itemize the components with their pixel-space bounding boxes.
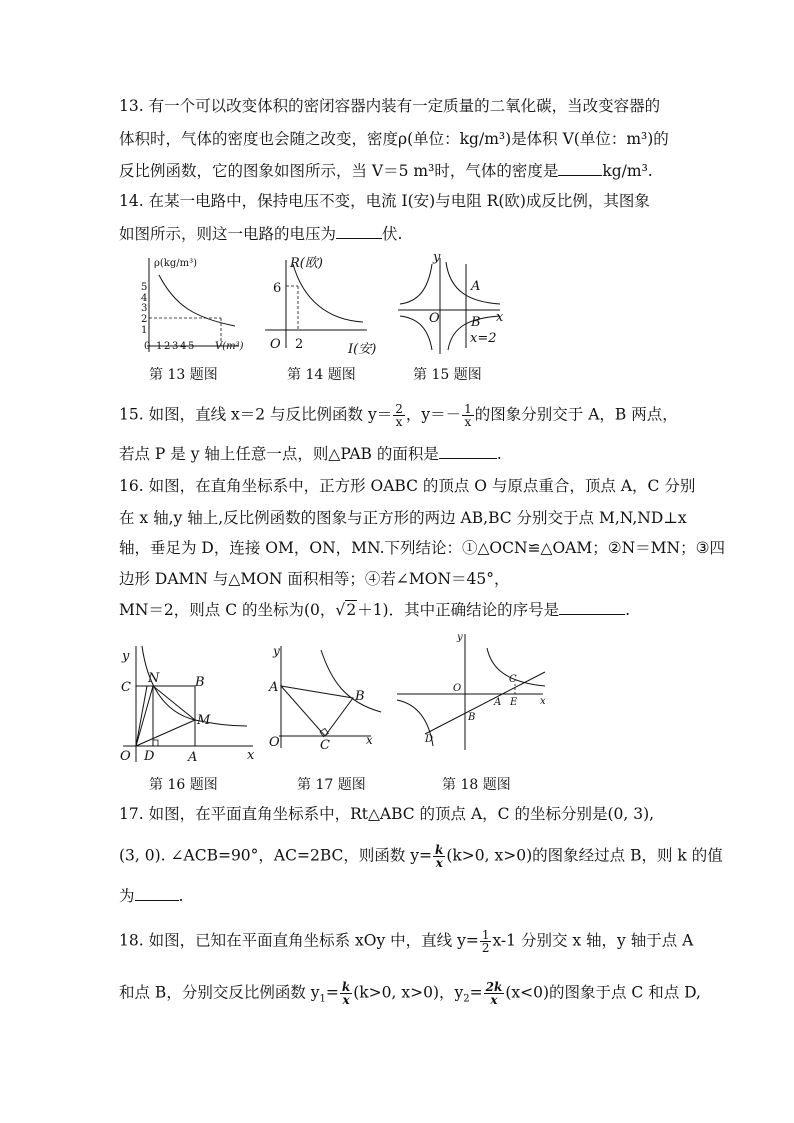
fig15-line-label: x=2 <box>470 331 497 346</box>
fig16-point-m: M <box>197 713 211 728</box>
fig15-point-b: B <box>471 315 481 330</box>
q15-answer-blank <box>439 444 497 459</box>
figure-17-caption: 第 17 题图 <box>297 777 366 793</box>
figure-15 <box>396 250 508 354</box>
q13-line-2: 体积时，气体的密度也会随之改变，密度ρ(单位：kg/m³)是体积 V(单位：m³)的 <box>119 130 669 148</box>
q16-line-4: 边形 DAMN 与△MON 面积相等；④若∠MON＝45°， <box>119 570 510 588</box>
fig18-point-c: C <box>509 674 517 685</box>
fig15-point-a: A <box>471 279 481 294</box>
fig13-y-tick: 4 <box>141 293 148 304</box>
q18-line-1: 18. 如图，已知在平面直角坐标系 xOy 中，直线 y= $\frac{1}{2}$ x-1 分别交 x 轴，y 轴于点 A <box>119 928 694 955</box>
fig15-x-label: x <box>496 310 504 325</box>
fig16-y-label: y <box>122 649 130 664</box>
q18-fraction: $\frac{1}{2}$ <box>481 928 490 955</box>
figure-13 <box>135 252 255 360</box>
figure-16 <box>117 642 257 766</box>
fig13-x-tick: 5 <box>188 341 195 352</box>
fig17-y-label: y <box>273 644 280 658</box>
fig13-x-tick: 3 <box>172 341 179 352</box>
fig18-point-d: D <box>425 734 434 745</box>
fig17-point-b: B <box>355 689 365 704</box>
fig18-point-e: E <box>510 697 518 708</box>
fig13-y-tick: 2 <box>141 314 148 325</box>
q14-line-1: 14. 在某一电路中，保持电压不变，电流 I(安)与电阻 R(欧)成反比例，其图象 <box>119 192 650 210</box>
q17-line-2: (3, 0). ∠ACB=90°，AC=2BC，则函数 y= $\frac{k}{x}$ (k>0, x>0)的图象经过点 B，则 k 的值 <box>119 843 723 870</box>
fig16-point-a: A <box>188 750 198 765</box>
fig13-x-tick: 2 <box>164 341 171 352</box>
fig16-point-n: N <box>148 671 160 686</box>
fig16-origin: O <box>120 749 131 764</box>
figure-15-caption: 第 15 题图 <box>413 367 482 383</box>
q15-fraction-2: $\frac{1}{x}$ <box>464 402 472 429</box>
figure-14-caption: 第 14 题图 <box>287 367 356 383</box>
fig16-point-d: D <box>144 749 155 764</box>
fig18-point-a: A <box>494 697 502 708</box>
fig14-x-label: I(安) <box>348 342 377 357</box>
q14-answer-blank <box>336 224 382 239</box>
q18-line-2: 和点 B，分别交反比例函数 $y_1=$ $\frac{k}{x}$ (k>0, x>0)，$y_2=$ $\frac{2k}{x}$ (x<0)的图象于点 C 和点 D, <box>119 980 701 1007</box>
fig13-x-label: V(m³) <box>215 341 244 352</box>
figure-13-caption: 第 13 题图 <box>149 367 218 383</box>
fig16-point-c: C <box>121 680 131 695</box>
figure-14 <box>263 252 383 360</box>
fig17-x-label: x <box>366 733 373 747</box>
q17-line-3: 为 . <box>119 887 184 905</box>
q16-line-1: 16. 如图，在直角坐标系中，正方形 OABC 的顶点 O 与原点重合，顶点 A，C 分别 <box>119 477 696 495</box>
fig18-y-label: y <box>457 632 463 643</box>
fig14-x-tick: 2 <box>295 337 304 352</box>
fig14-y-tick: 6 <box>273 281 282 296</box>
q13-answer-blank <box>558 161 602 176</box>
fig17-point-c: C <box>320 738 330 753</box>
q13-line-1: 13. 有一个可以改变体积的密闭容器内装有一定质量的二氧化碳，当改变容器的 <box>119 97 661 115</box>
q16-answer-blank <box>559 600 625 615</box>
figure-16-caption: 第 16 题图 <box>149 777 218 793</box>
fig13-y-tick: 3 <box>141 303 148 314</box>
q18-fraction-1: $\frac{k}{x}$ <box>341 980 351 1007</box>
fig13-y-tick: 1 <box>141 325 148 336</box>
fig18-x-label: x <box>540 696 546 707</box>
q15-line-1: 15. 如图，直线 x＝2 与反比例函数 y＝ $\frac{2}{x}$ ，y＝－ $\frac{1}{x}$ 的图象分别交于 A，B 两点， <box>119 402 678 429</box>
fig15-origin: O <box>429 311 440 326</box>
fig13-origin: 0 <box>144 341 151 352</box>
q16-line-2: 在 x 轴,y 轴上,反比例函数的图象与正方形的两边 AB,BC 分别交于点 M,N,ND⊥x <box>119 509 687 527</box>
fig16-x-label: x <box>247 748 255 763</box>
fig18-point-b: B <box>468 712 476 723</box>
fig13-y-tick: 5 <box>141 282 148 293</box>
q14-line-2: 如图所示，则这一电路的电压为 伏. <box>119 225 403 243</box>
fig13-x-tick: 1 <box>156 341 163 352</box>
fig13-y-label: ρ(kg/m³) <box>154 258 198 269</box>
q17-line-1: 17. 如图，在平面直角坐标系中，Rt△ABC 的顶点 A，C 的坐标分别是(0, 3), <box>119 805 655 823</box>
fig14-origin: O <box>270 337 281 352</box>
q18-fraction-2: $\frac{2k}{x}$ <box>485 980 503 1007</box>
figure-18 <box>393 628 553 756</box>
fig16-point-b: B <box>195 675 205 690</box>
q16-line-3: 轴，垂足为 D，连接 OM，ON，MN.下列结论：①△OCN≌△OAM；②N＝MN；③四 <box>119 539 726 557</box>
q15-line-2: 若点 P 是 y 轴上任意一点，则△PAB 的面积是 . <box>119 445 502 463</box>
figure-17 <box>265 640 385 752</box>
q16-line-5: MN＝2，则点 C 的坐标为(0，√2＋1)．其中正确结论的序号是 . <box>119 601 631 619</box>
fig17-origin: O <box>269 735 280 750</box>
fig17-point-a: A <box>269 680 279 695</box>
q17-answer-blank <box>135 886 179 901</box>
fig14-y-label: R(欧) <box>290 256 323 271</box>
fig15-y-label: y <box>433 250 441 265</box>
q15-fraction-1: $\frac{2}{x}$ <box>395 402 403 429</box>
fig13-x-tick: 4 <box>180 341 187 352</box>
q13-line-3: 反比例函数，它的图象如图所示，当 V＝5 m³时，气体的密度是 kg/m³. <box>119 162 653 180</box>
fig18-origin: O <box>453 683 462 694</box>
q17-fraction: $\frac{k}{x}$ <box>435 843 444 870</box>
figure-18-caption: 第 18 题图 <box>442 777 511 793</box>
